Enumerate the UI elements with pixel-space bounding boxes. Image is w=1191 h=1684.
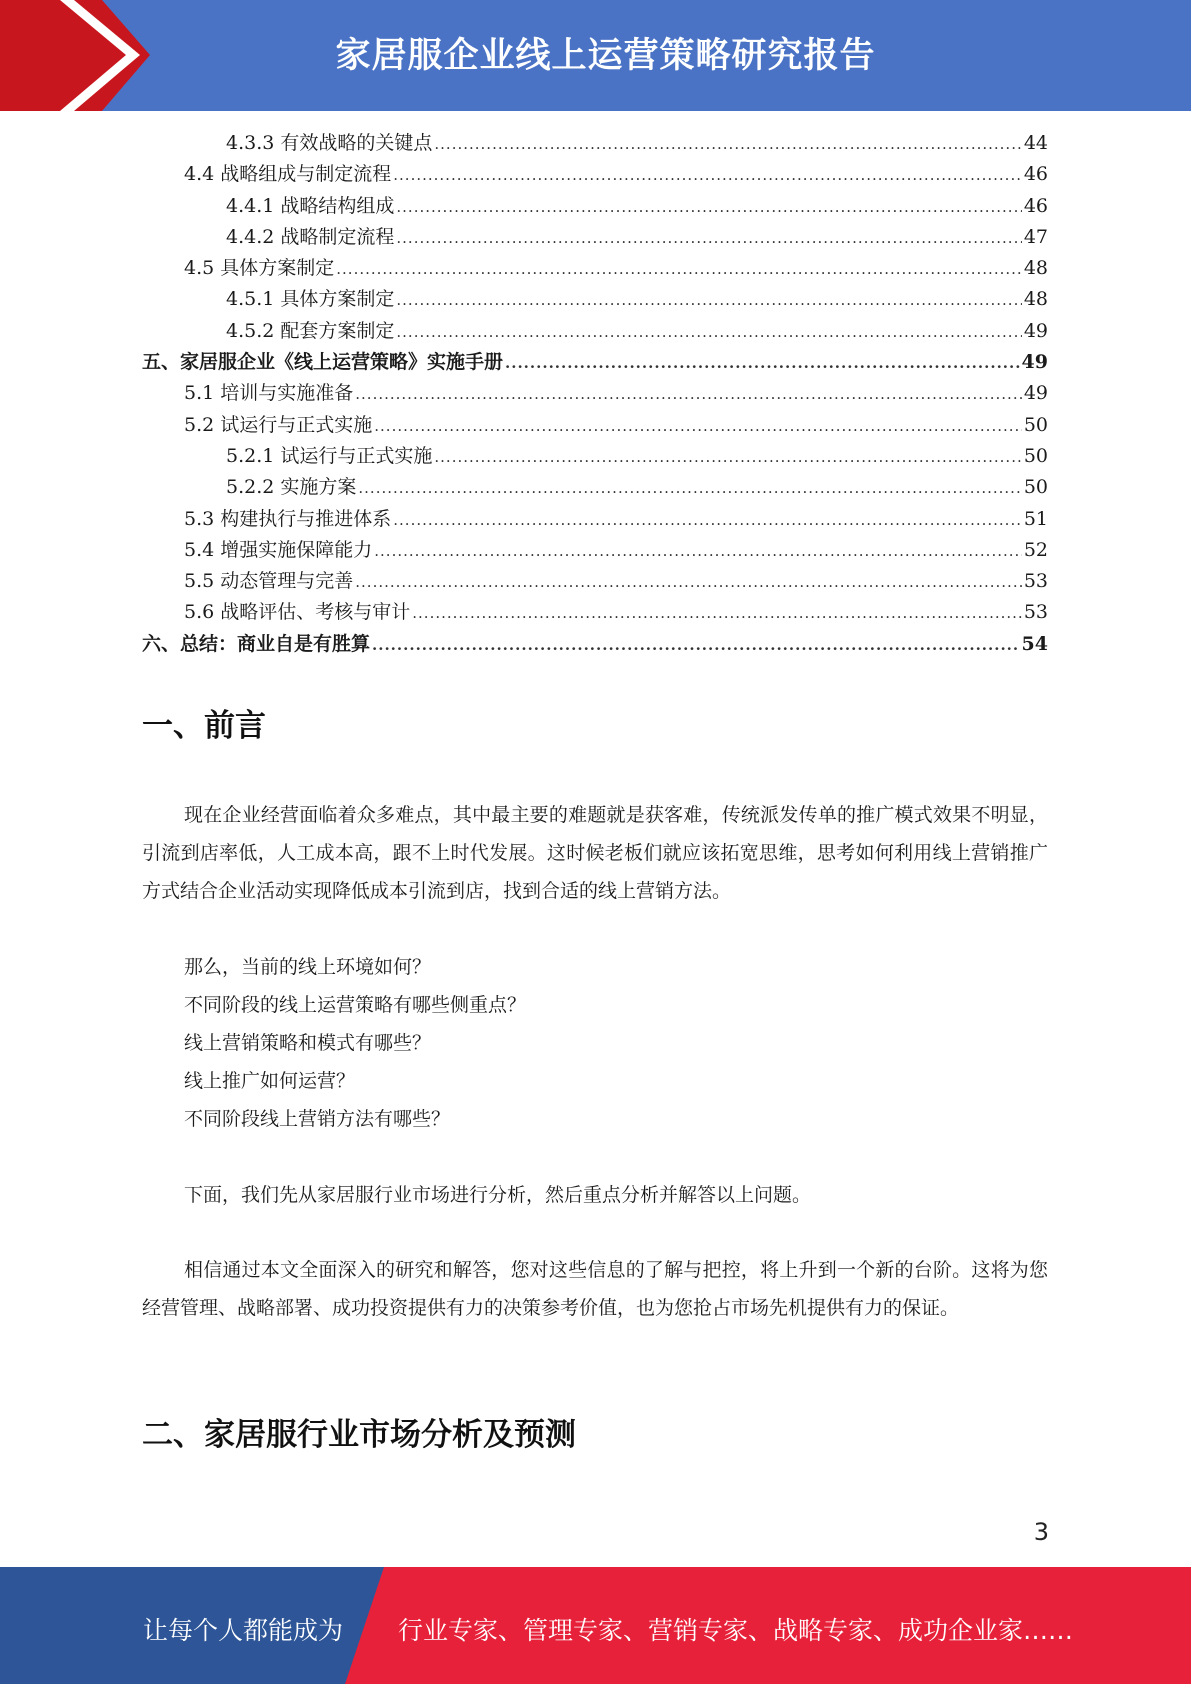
toc-entry-label: 4.4.2 战略制定流程 [226,225,395,248]
question-item: 线上推广如何运营？ [184,1070,356,1092]
toc-entry-page: 53 [1023,570,1048,593]
preface-paragraph-2: 下面，我们先从家居服行业市场进行分析，然后重点分析并解答以上问题。 [184,1184,812,1206]
preface-paragraph-3: 相信通过本文全面深入的研究和解答，您对这些信息的了解与把控，将上升到一个新的台阶。这将为您经营管理、战略部署、成功投资提供有力的决策参考价值，也为您抢占市场先机提供有力的保证。 [142,1259,1048,1319]
toc-entry-label: 5.6 战略评估、考核与审计 [184,601,411,624]
footer-slogan-left: 让每个人都能成为 [143,1616,344,1645]
toc-leader-dots [505,348,1020,379]
toc-entry-page: 50 [1023,444,1048,467]
toc-entry[interactable] [142,566,1048,597]
toc-entry[interactable] [142,128,1048,159]
toc-entry-label: 5.2 试运行与正式实施 [184,413,373,436]
toc-entry-label: 4.5.1 具体方案制定 [226,288,395,311]
section-heading-preface: 一、前言 [142,708,266,744]
footer-banner [0,1567,1191,1684]
toc-leader-dots [355,567,1022,598]
toc-entry[interactable] [142,472,1048,503]
toc-entry[interactable] [142,629,1048,660]
toc-entry[interactable] [142,535,1048,566]
toc-leader-dots [396,223,1021,254]
toc-entry[interactable] [142,222,1048,253]
toc-entry[interactable] [142,597,1048,628]
toc-entry-label: 5.1 培训与实施准备 [184,382,354,405]
footer-slogan-right: 行业专家、管理专家、营销专家、战略专家、成功企业家…… [398,1616,1074,1645]
toc-entry[interactable] [142,284,1048,315]
toc-entry-page: 50 [1023,476,1048,499]
toc-leader-dots [372,630,1020,661]
toc-leader-dots [434,442,1021,473]
preface-paragraph-1: 现在企业经营面临着众多难点，其中最主要的难题就是获客难，传统派发传单的推广模式效果不明显，引流到店率低，人工成本高，跟不上时代发展。这时候老板们就应该拓宽思维，思考如何利用线上营销推广方式结合企业活动实现降低成本引流到店，找到合适的线上营销方法。 [142,804,1048,902]
toc-entry-page: 49 [1023,319,1048,342]
toc-entry-label: 5.2.1 试运行与正式实施 [226,444,433,467]
toc-entry-page: 49 [1023,382,1048,405]
toc-leader-dots [358,473,1021,504]
toc-leader-dots [374,536,1022,567]
toc-entry-page: 51 [1023,507,1048,530]
toc-leader-dots [393,160,1022,191]
toc-leader-dots [412,598,1022,629]
toc-entry-label: 六、总结：商业自是有胜算 [142,632,371,655]
toc-leader-dots [434,129,1021,160]
toc-entry-page: 47 [1023,225,1048,248]
header-bar [0,0,1191,111]
toc-entry-page: 53 [1023,601,1048,624]
question-item: 不同阶段线上营销方法有哪些？ [184,1108,451,1130]
question-item: 线上营销策略和模式有哪些？ [184,1032,432,1054]
report-title: 家居服企业线上运营策略研究报告 [335,36,876,76]
toc-entry-label: 4.4 战略组成与制定流程 [184,163,392,186]
toc-entry-label: 4.5.2 配套方案制定 [226,319,395,342]
page-number: 3 [1033,1518,1049,1546]
toc-entry[interactable] [142,378,1048,409]
toc-leader-dots [336,254,1022,285]
toc-entry[interactable] [142,253,1048,284]
table-of-contents [142,128,1048,660]
toc-leader-dots [396,285,1021,316]
toc-entry-page: 48 [1023,288,1048,311]
toc-entry[interactable] [142,191,1048,222]
toc-entry-label: 4.4.1 战略结构组成 [226,194,395,217]
question-list [184,948,1044,1138]
toc-entry-label: 5.4 增强实施保障能力 [184,538,373,561]
toc-entry-page: 49 [1021,351,1048,374]
toc-leader-dots [355,379,1022,410]
section-heading-market-analysis: 二、家居服行业市场分析及预测 [142,1417,576,1453]
toc-entry[interactable] [142,410,1048,441]
toc-entry-label: 4.5 具体方案制定 [184,257,335,280]
toc-entry-label: 五、家居服企业《线上运营策略》实施手册 [142,351,504,374]
toc-entry-page: 52 [1023,538,1048,561]
toc-entry-label: 5.3 构建执行与推进体系 [184,507,392,530]
toc-entry-page: 54 [1021,632,1048,655]
toc-entry[interactable] [142,159,1048,190]
toc-leader-dots [396,192,1021,223]
toc-entry-label: 5.5 动态管理与完善 [184,570,354,593]
toc-leader-dots [393,505,1022,536]
toc-entry[interactable] [142,504,1048,535]
toc-entry[interactable] [142,441,1048,472]
question-item: 不同阶段的线上运营策略有哪些侧重点？ [184,994,527,1016]
toc-leader-dots [396,317,1021,348]
toc-entry-page: 48 [1023,257,1048,280]
toc-entry-label: 5.2.2 实施方案 [226,476,357,499]
toc-entry-page: 44 [1023,132,1048,154]
question-item: 那么，当前的线上环境如何？ [184,956,432,978]
toc-leader-dots [374,411,1022,442]
toc-entry-page: 46 [1023,163,1048,186]
toc-entry-page: 50 [1023,413,1048,436]
toc-entry-page: 46 [1023,194,1048,217]
toc-entry-label: 4.3.3 有效战略的关键点 [226,132,433,154]
toc-entry[interactable] [142,316,1048,347]
toc-entry[interactable] [142,347,1048,378]
